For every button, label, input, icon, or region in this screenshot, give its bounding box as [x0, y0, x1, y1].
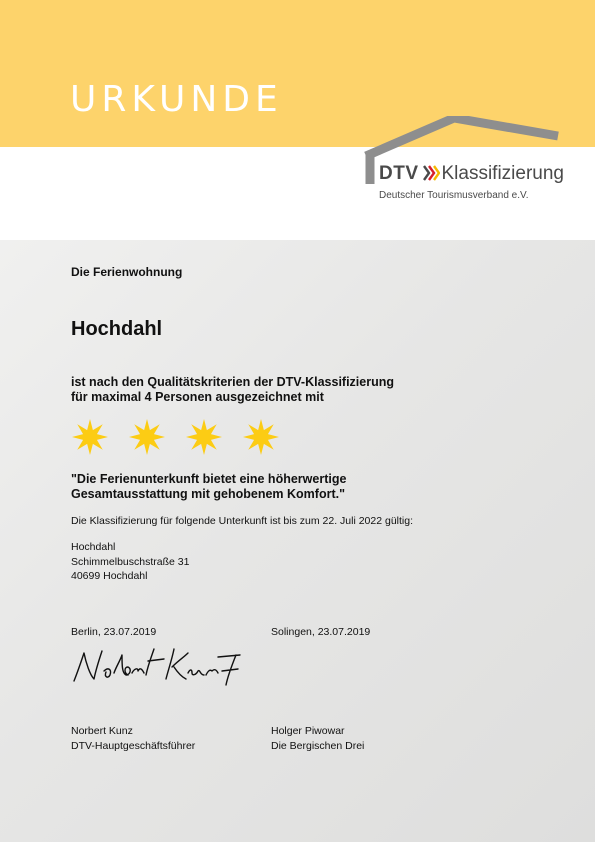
certificate-title: URKUNDE [70, 79, 283, 120]
criteria-line-2: für maximal 4 Personen ausgezeichnet mit [71, 390, 324, 404]
right-signatory-name: Holger Piwowar [271, 725, 345, 737]
star-icon [243, 419, 279, 455]
left-place-date: Berlin, 23.07.2019 [71, 626, 157, 638]
right-place-date: Solingen, 23.07.2019 [271, 626, 371, 638]
property-name: Hochdahl [71, 318, 163, 340]
logo-subtitle: Deutscher Tourismusverband e.V. [379, 190, 529, 201]
property-type: Die Ferienwohnung [71, 265, 183, 279]
right-signatory-role: Die Bergischen Drei [271, 740, 365, 752]
star-rating [70, 418, 285, 456]
left-signatory-name: Norbert Kunz [71, 725, 133, 737]
dtv-logo [379, 164, 564, 183]
star-icon [72, 419, 108, 455]
logo-brand-word: Klassifizierung [441, 163, 564, 184]
handwritten-signature [68, 645, 248, 691]
left-signatory-role: DTV-Hauptgeschäftsführer [71, 740, 196, 752]
star-icon [186, 419, 222, 455]
star-icon [129, 419, 165, 455]
logo-brand-short: DTV [379, 163, 419, 184]
address-line-2: Schimmelbuschstraße 31 [71, 556, 190, 568]
criteria-line-1: ist nach den Qualitätskriterien der DTV-Klassifizierung [71, 375, 394, 389]
quote-line-2: Gesamtausstattung mit gehobenem Komfort." [71, 487, 346, 501]
address-line-3: 40699 Hochdahl [71, 570, 148, 582]
quote-line-1: "Die Ferienunterkunft bietet eine höherwertige [71, 472, 347, 486]
address-line-1: Hochdahl [71, 541, 116, 553]
chevron-logo-icon [422, 165, 440, 181]
validity-text: Die Klassifizierung für folgende Unterkunft ist bis zum 22. Juli 2022 gültig: [71, 515, 414, 527]
